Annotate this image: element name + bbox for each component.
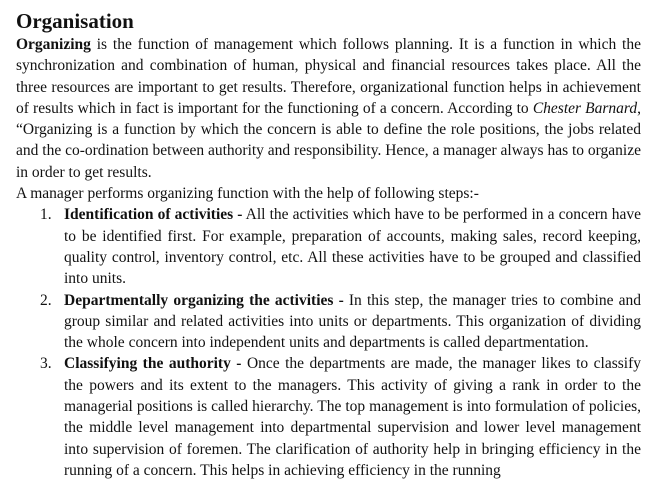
step-text: In this step, the manager tries to combine and group similar and related activities into units or departments. This organization of dividing the whole concern into independent units and departments is called departmentation. [64, 291, 642, 352]
step-item-authority [16, 353, 641, 481]
intro-text-2: , “Organizing is a function by which the concern is able to define the role positions, the jobs related and the co-ordination between authority and responsibility. Hence, a manager always has to organize in order to get results. [16, 99, 641, 181]
step-item-identification [16, 204, 641, 289]
step-title: Identification of activities - [64, 206, 243, 224]
document-page [16, 8, 641, 481]
step-number: 2. [40, 291, 52, 309]
section-heading: Organisation [16, 9, 134, 33]
intro-term: Organizing [16, 36, 91, 53]
step-title: Classifying the authority - [64, 355, 242, 373]
intro-author: Chester Barnard [532, 99, 638, 117]
steps-lead: A manager performs organizing function with the help of following steps:- [16, 185, 479, 203]
step-text: Once the departments are made, the manager likes to classify the powers and its extent to the managers. This activity of giving a rank in order to the managerial positions is called hierarchy. The top management is into formulation of policies, the middle level management into departmental supervision and lower level management into supervision of foremen. The clarification of authority help in bringing efficiency in the running of a concern. This helps in achieving efficiency in the running [64, 355, 641, 479]
intro-paragraph [16, 34, 641, 183]
step-number: 1. [40, 206, 52, 224]
steps-list [16, 204, 641, 481]
step-item-departmentation [16, 290, 641, 354]
step-title: Departmentally organizing the activities - [64, 291, 344, 309]
step-number: 3. [40, 355, 52, 373]
step-text: All the activities which have to be performed in a concern have to be identified first. For example, preparation of accounts, making sales, record keeping, quality control, inventory control, etc. All these activities have to be grouped and classified into units. [64, 206, 641, 288]
intro-text-1: is the function of management which follows planning. It is a function in which the synchronization and combination of human, physical and financial resources takes place. All the three resources are important to get results. Therefore, organizational function helps in achievement of results which in fact is important for the functioning of a concern. According to [16, 36, 641, 117]
